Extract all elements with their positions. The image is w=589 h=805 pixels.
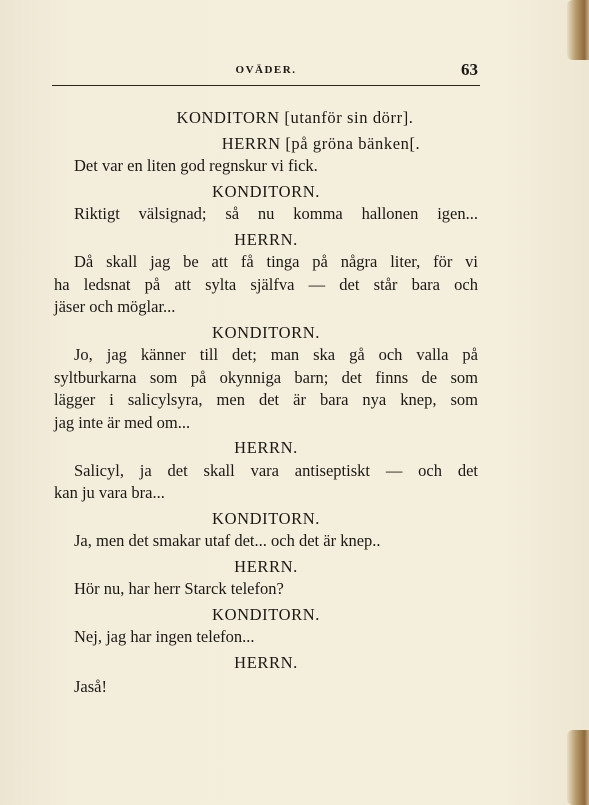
dialogue-text — [54, 104, 478, 699]
page-number: 63 — [461, 60, 478, 79]
dialogue-line: lägger i salicylsyra, men det är bara nya knep, som — [54, 390, 478, 409]
dialogue-line: Ja, men det smakar utaf det... och det är knep.. — [74, 531, 381, 550]
running-title: OVÄDER. — [235, 64, 297, 76]
dialogue-line: Det var en liten god regnskur vi fick. — [74, 156, 318, 175]
dialogue-line: Riktigt välsignad; så nu komma hallonen igen... — [74, 204, 478, 223]
dialogue-line: Jo, jag känner till det; man ska gå och valla på — [74, 345, 478, 364]
speaker-heading: HERRN. — [234, 229, 298, 249]
dialogue-line: ha ledsnat på att sylta själfva — det står bara och — [54, 274, 478, 294]
dialogue-line: syltburkarna som på okynniga barn; det finns de som — [54, 367, 478, 387]
page-header — [52, 60, 480, 82]
dialogue-line: Hör nu, har herr Starck telefon? — [74, 579, 284, 598]
header-rule — [52, 85, 480, 86]
dialogue-line: jag inte är med om... — [54, 412, 191, 432]
speaker-heading: HERRN [på gröna bänken[. — [221, 133, 421, 153]
speaker-heading: KONDITORN. — [212, 508, 320, 528]
page-edge-top — [567, 0, 589, 60]
speaker-heading: KONDITORN [utanför sin dörr]. — [176, 108, 414, 127]
speaker-heading: HERRN. — [234, 652, 298, 672]
speaker-heading: HERRN. — [234, 556, 298, 576]
dialogue-line: Nej, jag har ingen telefon... — [74, 627, 255, 646]
dialogue-line: Då skall jag be att få tinga på några liter, för vi — [74, 252, 478, 271]
dialogue-line: kan ju vara bra... — [54, 483, 165, 502]
dialogue-line: Salicyl, ja det skall vara antiseptiskt — och det — [74, 460, 478, 480]
dialogue-line: jäser och möglar... — [54, 297, 176, 316]
page-edge-bottom — [567, 730, 589, 805]
speaker-heading: KONDITORN. — [212, 181, 320, 201]
dialogue-line: Jaså! — [74, 677, 107, 696]
speaker-heading: KONDITORN. — [212, 604, 320, 624]
speaker-heading: HERRN. — [234, 438, 298, 457]
speaker-heading: KONDITORN. — [212, 322, 320, 342]
